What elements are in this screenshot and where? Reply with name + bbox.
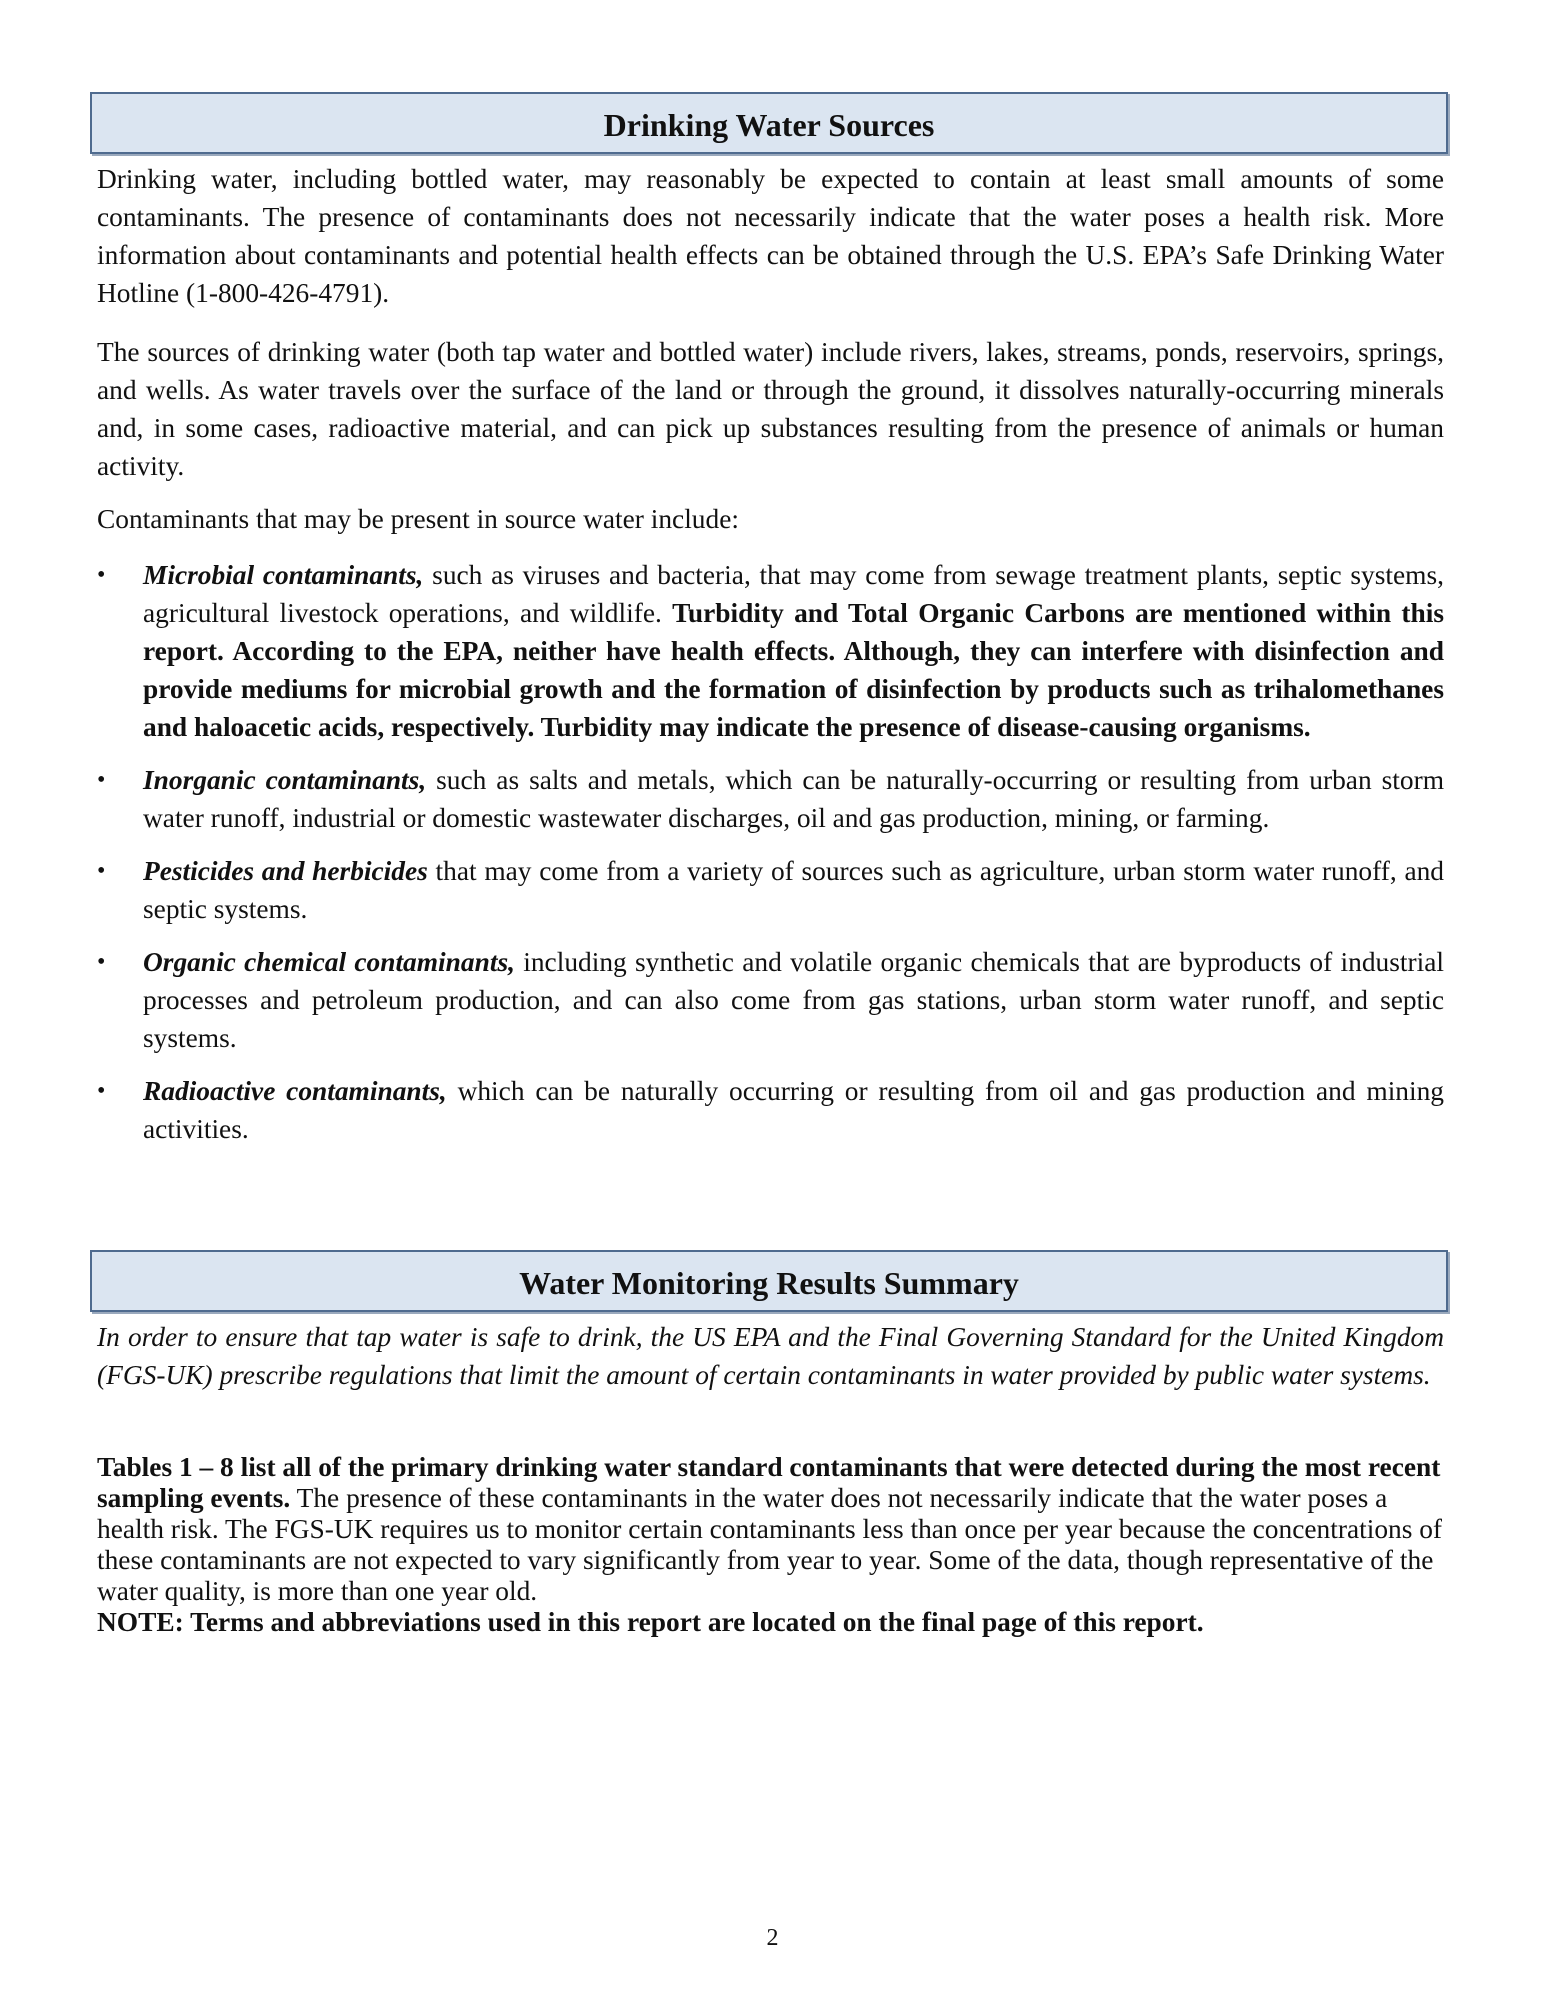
monitoring-intro: In order to ensure that tap water is safe to drink, the US EPA and the Final Governing Standard for the United Kingdom (FGS-UK) prescribe regulations that limit the amount of certain contaminants in water provided by public water systems. xyxy=(97,1322,1444,1390)
contaminant-term: Organic chemical contaminants, xyxy=(143,947,515,977)
list-item xyxy=(97,556,1444,746)
tables-paragraph xyxy=(97,1452,1444,1638)
contaminant-list xyxy=(97,556,1444,1163)
section-title: Drinking Water Sources xyxy=(603,107,935,143)
contaminant-description: such as salts and metals, which can be naturally-occurring or resulting from urban storm water runoff, industrial or domestic wastewater discharges, oil and gas production, mining, or farming. xyxy=(143,765,1445,833)
contaminant-description: that may come from a variety of sources such as agriculture, urban storm water runoff, and septic systems. xyxy=(143,856,1444,924)
contaminant-description: including synthetic and volatile organic chemicals that are byproducts of industrial processes and petroleum production, and can also come from gas stations, urban storm water runoff, and septic systems. xyxy=(143,947,1444,1053)
list-item xyxy=(97,761,1444,837)
contaminant-term: Pesticides and herbicides xyxy=(143,856,428,886)
contaminant-term: Inorganic contaminants, xyxy=(143,765,427,795)
list-item xyxy=(97,852,1444,928)
page-number: 2 xyxy=(766,1925,779,1951)
bullet-icon: • xyxy=(97,767,106,793)
tables-lead: Tables 1 – 8 list all of the primary drinking water standard contaminants that were detected during the most recent sampling events. xyxy=(97,1452,1441,1513)
list-item xyxy=(97,943,1444,1057)
section-title: Water Monitoring Results Summary xyxy=(519,1265,1019,1301)
bullet-icon: • xyxy=(97,949,106,975)
contaminant-term: Radioactive contaminants, xyxy=(143,1076,447,1106)
intro-paragraph: Drinking water, including bottled water, may reasonably be expected to contain at least small amounts of some contaminants. The presence of contaminants does not necessarily indicate that the water poses a health risk. More information about contaminants and potential health effects can be obtained through the U.S. EPA’s Safe Drinking Water Hotline (1-800-426-4791). xyxy=(97,164,1444,308)
contaminant-note: Turbidity and Total Organic Carbons are mentioned within this report. According to the EPA, neither have health effects. Although, they can interfere with disinfection and provide mediums for microbial growth and the formation of disinfection by products such as trihalomethanes and haloacetic acids, respectively. Turbidity may indicate the presence of disease-causing organisms. xyxy=(143,598,1444,742)
list-item xyxy=(97,1072,1444,1148)
contaminant-description: which can be naturally occurring or resulting from oil and gas production and mining activities. xyxy=(143,1076,1445,1144)
bullet-icon: • xyxy=(97,858,106,884)
note-text: NOTE: Terms and abbreviations used in this report are located on the final page of this report. xyxy=(97,1607,1204,1637)
tables-description: The presence of these contaminants in the water does not necessarily indicate that the water poses a health risk. The FGS-UK requires us to monitor certain contaminants less than once per year because the concentrations of these contaminants are not expected to vary significantly from year to year. Some of the data, though representative of the water quality, is more than one year old. xyxy=(97,1483,1443,1606)
bullet-icon: • xyxy=(97,1078,106,1104)
contaminants-lead-in: Contaminants that may be present in source water include: xyxy=(97,504,739,534)
sources-paragraph: The sources of drinking water (both tap water and bottled water) include rivers, lakes, streams, ponds, reservoirs, springs, and wells. As water travels over the surface of the land or through the ground, it dissolves naturally-occurring minerals and, in some cases, radioactive material, and can pick up substances resulting from the presence of animals or human activity. xyxy=(97,337,1444,481)
contaminant-description: such as viruses and bacteria, that may come from sewage treatment plants, septic systems, agricultural livestock operations, and wildlife. xyxy=(143,560,1444,628)
section-header-water-monitoring xyxy=(90,1250,1448,1312)
bullet-icon: • xyxy=(97,562,106,588)
contaminant-term: Microbial contaminants, xyxy=(143,560,424,590)
section-header-drinking-water-sources xyxy=(90,92,1448,154)
